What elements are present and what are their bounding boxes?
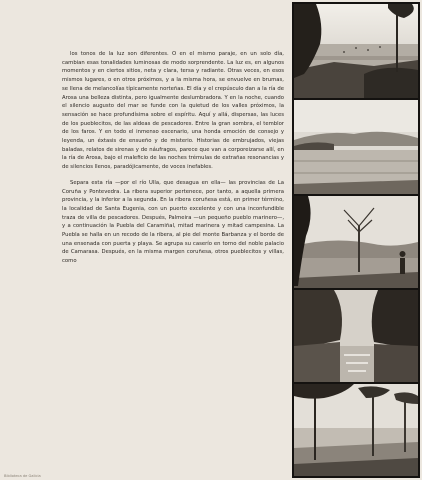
article-paragraph-1: los tonos de la luz son diferentes. O en el mismo paraje, en un solo día, cambian esas tonalidades luminosas de modo sorprendente. La luz es, en algunos momentos y en ciertos sitios, neta y clara, tersa y radiante. Otras veces, en esos mismos lugares, o en otros próximos, y a la misma hora, se envuelve en brumas, se llena de melancolías típicamente norteñas. El día y el crepúsculo dan a la ría de Arosa una belleza distinta, pero igualmente deslumbradora. Y en la noche, cuando el silencio augusto del mar se funde con la quietud de los valles próximos, la sensación se hace profundísima sobre el espíritu. Aquí y allá, dispersas, las luces de los pueblecitos, de las aldeas de pescadores. Entre la gran sombra, el temblor de los faros. Y en todo el inmenso escenario, una honda emoción de consejo y leyenda, un éxtasis de ensueño y de misterio. Historias de embrujados, viejas baladas, relatos de sirenas y de náufragos, parece que van a corporeizarse allí, en la ría de Arosa, bajo el maleficio de las noches trémulas de extrañas resonancias y de silencios llenos, paradójicamente, de voces inefables. [62, 51, 284, 171]
photo-river [294, 290, 418, 382]
photo-seaside-road [294, 384, 418, 476]
article-text-column [62, 50, 284, 266]
article-paragraph-2: Separa esta ría —por el río Ulla, que desagua en ella— las provincias de La Coruña y Pontevedra. La ribera superior pertenece, por tanto, a aquella primera provincia, y la inferior a la segunda. En la ribera coruñesa está, en primer término, la localidad de Santa Eugenia, con un puerto excelente y con una inconfundible traza de villa de pescadores. Después, Palmeira —un pequeño pueblo marinero—, y a continuación la Puebla del Caramiñal, mitad marinera y mitad campesina. La Puebla se halla en un recodo de la ribera, al pie del monte Barbanza y el borde de una ensenada con puerta y playa. Se agrupa su caserío en torno del noble palacio de Camarasa. Después, en la misma margen coruñesa, otros pueblecitos y villas, como [62, 179, 284, 265]
photo-strip [292, 2, 420, 478]
photo-tree-shore [294, 196, 418, 288]
footer-credit: Biblioteca de Galicia [4, 474, 41, 478]
photo-bay [294, 100, 418, 194]
photo-harbor [294, 4, 418, 98]
